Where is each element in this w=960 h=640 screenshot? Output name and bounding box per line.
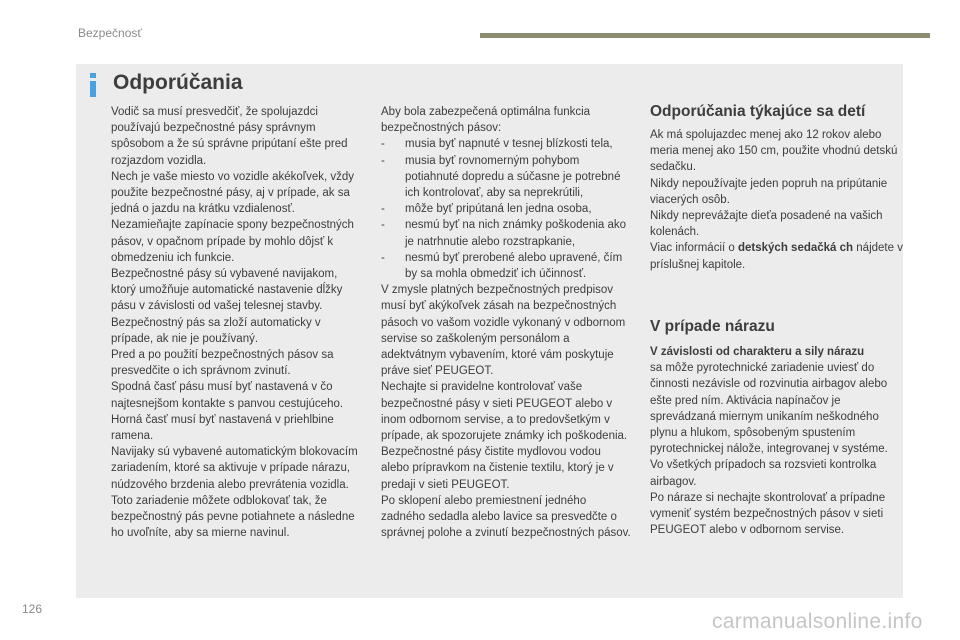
paragraph: Vo všetkých prípadoch sa rozsvieti kontrolka airbagov. <box>650 459 877 488</box>
list-item: - nesmú byť prerobené alebo upravené, čím by sa mohla obmedziť ich účinnosť. <box>381 250 631 282</box>
paragraph: Vodič sa musí presvedčiť, že spolujazdci používajú bezpečnostné pásy správnym spôsobom a že sú správne pripútaní ešte pred rozjazdom vozidla. <box>111 106 348 167</box>
paragraph: Aby bola zabezpečená optimálna funkcia bezpečnostných pásov: <box>381 106 591 135</box>
cross-reference: detských sedačká ch <box>738 242 854 255</box>
bullet-dash: - <box>381 203 385 216</box>
list-item: - musia byť napnuté v tesnej blízkosti tela, <box>381 136 631 152</box>
bullet-dash: - <box>381 138 385 151</box>
list-item: - nesmú byť na nich známky poškodenia ako je natrhnutie alebo rozstrapkanie, <box>381 217 631 249</box>
paragraph: Nezamieňajte zapínacie spony bezpečnostných pásov, v opačnom prípade by mohlo dôjsť k obmedzeniu ich funkcie. <box>111 219 354 264</box>
paragraph: Nikdy neprevážajte dieťa posadené na vašich kolenách. <box>650 210 883 239</box>
lead-text: V závislosti od charakteru a sily nárazu <box>650 346 865 358</box>
section-label: Bezpečnosť <box>78 26 142 40</box>
paragraph: Navijaky sú vybavené automatickým blokovacím zariadením, ktoré sa aktivuje v prípade nárazu, núdzového brzdenia alebo prevrátenia vozidla. Toto zariadenie môžete odblokovať tak, že bezpečnostný pás pevne potiahnete a následne ho uvoľníte, aby sa mierne navinul. <box>111 446 358 540</box>
paragraph: Bezpečnostné pásy sú vybavené navijakom, ktorý umožňuje automatické nastavenie dĺžky pásu v závislosti od vašej telesnej stavby. Bezpečnostný pás sa zloží automaticky v prípade, ak nie je používaný. <box>111 268 343 345</box>
paragraph: Horná časť musí byť nastavená v priehlbine ramena. <box>111 413 334 443</box>
watermark: carmanualsonline.info <box>712 610 923 633</box>
column-2 <box>381 104 631 541</box>
paragraph: Ak má spolujazdec menej ako 12 rokov alebo meria menej ako 150 cm, použite vhodnú detskú sedačku. <box>650 129 898 174</box>
crash-section <box>650 344 905 538</box>
kids-section <box>650 127 905 273</box>
paragraph: Spodná časť pásu musí byť nastavená v čo najtesnejšom kontakte s panvou cestujúceho. <box>111 381 344 410</box>
bullet-dash: - <box>381 154 385 167</box>
header-rule <box>480 33 930 38</box>
paragraph: Bezpečnostné pásy čistite mydlovou vodou alebo prípravkom na čistenie textilu, ktorý je v predaji v sieti PEUGEOT. <box>381 446 614 491</box>
paragraph: Viac informácií o detských sedačká ch nájdete v príslušnej kapitole. <box>650 242 903 271</box>
paragraph: Nikdy nepoužívajte jeden popruh na pripútanie viacerých osôb. <box>650 177 888 206</box>
paragraph: Nech je vaše miesto vo vozidle akékoľvek, vždy použite bezpečnostné pásy, aj v prípade, ak sa jedná o jazdu na krátku vzdialenosť. <box>111 170 355 216</box>
paragraph: Po náraze si nechajte skontrolovať a prípadne vymeniť systém bezpečnostných pásov v sieti PEUGEOT alebo v odbornom servise. <box>650 491 886 537</box>
info-icon <box>84 73 102 97</box>
page-number: 126 <box>22 602 43 616</box>
page-title: Odporúčania <box>113 71 243 94</box>
column-1 <box>111 104 359 541</box>
bullet-dash: - <box>381 219 385 232</box>
paragraph: sa môže pyrotechnické zariadenie uviesť do činnosti nezávisle od rozvinutia airbagov alebo ešte pred ním. Aktivácia napínačov je sprevádzaná miernym unikaním neškodného plynu a hlukom, spôsobeným spustením pyrotechnickej náložе, integrovanej v systéme. <box>650 362 888 456</box>
paragraph: Nechajte si pravidelne kontrolovať vaše bezpečnostné pásy v sieti PEUGEOT alebo v inom odbornom servise, a to predovšetkým v prípade, ak spozorujete známky ich poškodenia. <box>381 381 628 443</box>
kids-heading: Odporúčania týkajúce sa detí <box>650 103 866 120</box>
paragraph: Po sklopení alebo premiestnení jedného zadného sedadla alebo lavice sa presvedčte o správnej polohe a zvinutí bezpečnostných pásov. <box>381 494 631 540</box>
crash-heading: V prípade nárazu <box>650 318 775 335</box>
list-item: - musia byť rovnomerným pohybom potiahnuté dopredu a súčasne je potrebné ich kontrolovať, aby sa neprekrútili, <box>381 153 631 202</box>
list-item: - môže byť pripútaná len jedna osoba, <box>381 201 631 217</box>
paragraph: Pred a po použití bezpečnostných pásov sa presvedčite o ich správnom zvinutí. <box>111 349 334 378</box>
paragraph: V zmysle platných bezpečnostných predpisov musí byť akýkoľvek zásah na bezpečnostných pásoch vo vašom vozidle vykonaný v odbornom servise so zaškoleným personálom a adektvátnym vybavením, ktoré vám poskytuje práve sieť PEUGEOT. <box>381 284 626 378</box>
bullet-dash: - <box>381 251 385 264</box>
